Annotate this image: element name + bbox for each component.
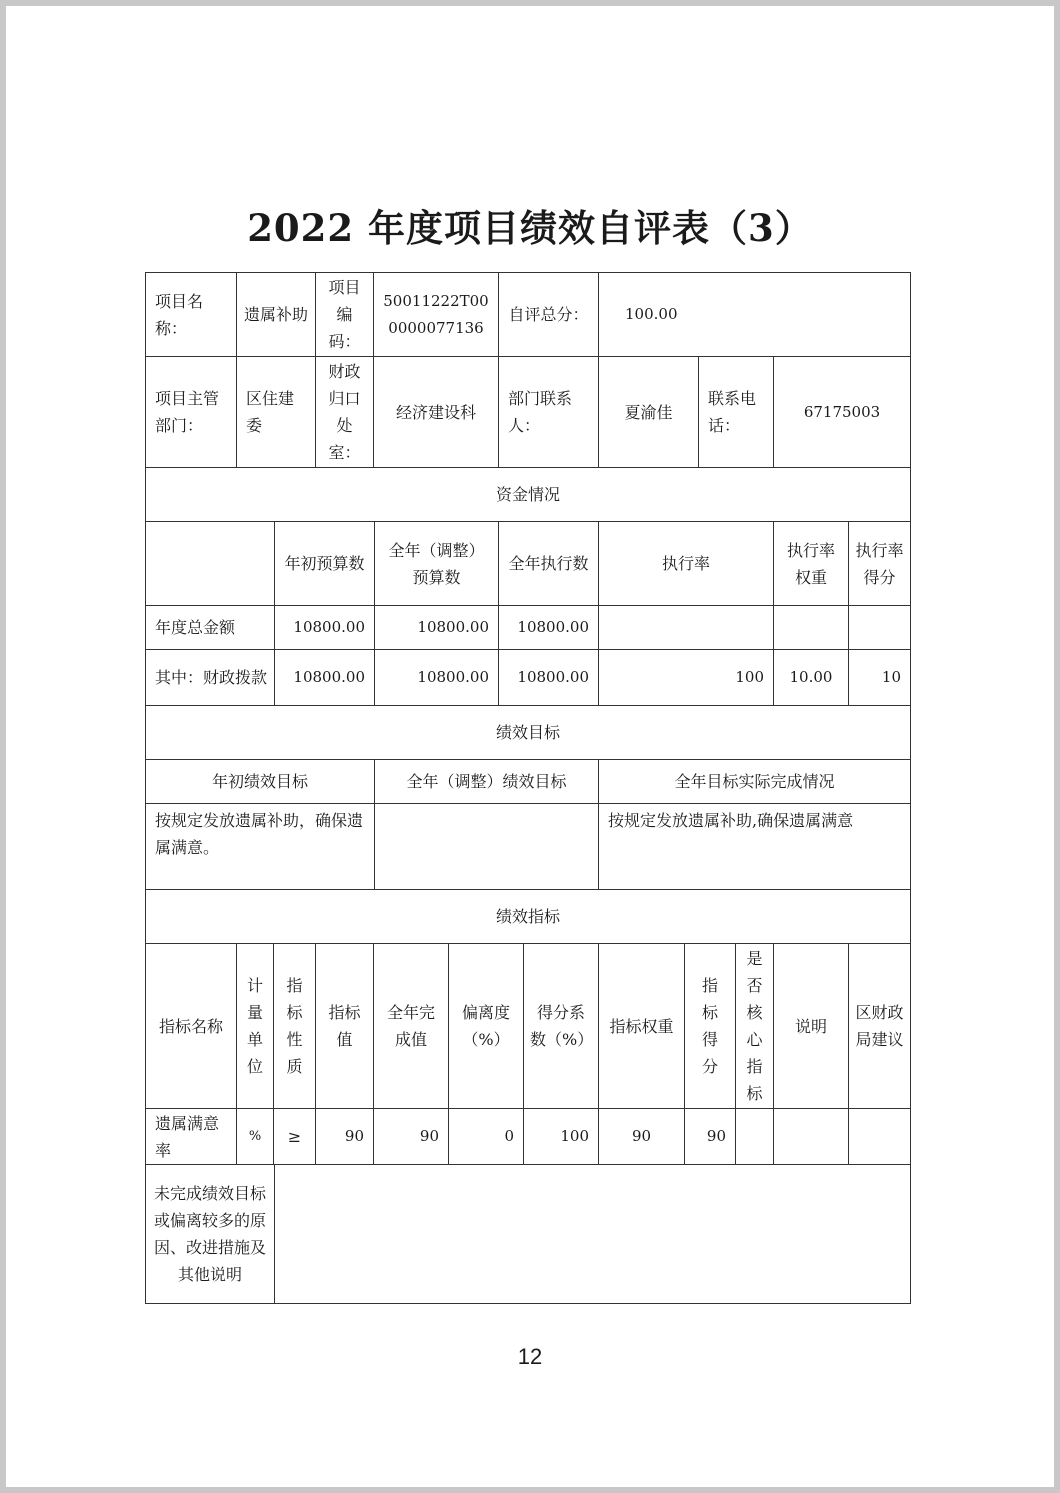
indicator-advice xyxy=(848,1108,911,1165)
goals-header-actual: 全年目标实际完成情况 xyxy=(598,759,911,804)
indicator-header-unit: 计量单位 xyxy=(236,943,274,1109)
funds-row-initial: 10800.00 xyxy=(274,605,375,650)
indicator-core xyxy=(735,1108,774,1165)
indicator-header-completed: 全年完成值 xyxy=(373,943,449,1109)
goals-header-initial: 年初绩效目标 xyxy=(145,759,375,804)
funds-row-adjusted: 10800.00 xyxy=(374,649,499,706)
indicator-header-deviation: 偏离度（%） xyxy=(448,943,524,1109)
indicator-weight: 90 xyxy=(598,1108,685,1165)
indicator-header-advice: 区财政局建议 xyxy=(848,943,911,1109)
finance-office-value: 经济建设科 xyxy=(373,356,499,468)
project-code-label: 项目编码： xyxy=(315,272,374,357)
indicator-header-value: 指标值 xyxy=(315,943,374,1109)
funds-header-score: 执行率得分 xyxy=(848,521,911,606)
indicator-note xyxy=(773,1108,849,1165)
project-code-value: 50011222T000000077136 xyxy=(373,272,499,357)
funds-row-weight xyxy=(773,605,849,650)
funds-section-title: 资金情况 xyxy=(145,467,911,522)
goal-initial-text: 按规定发放遗属补助，确保遗属满意。 xyxy=(145,803,375,890)
goal-adjusted-text xyxy=(374,803,599,890)
funds-row-initial: 10800.00 xyxy=(274,649,375,706)
evaluation-table xyxy=(146,273,911,1305)
funds-row-label: 其中：财政拨款 xyxy=(145,649,275,706)
phone-value: 67175003 xyxy=(773,356,911,468)
funds-row-weight: 10.00 xyxy=(773,649,849,706)
total-score-label: 自评总分： xyxy=(498,272,599,357)
indicator-header-nature: 指标性质 xyxy=(273,943,316,1109)
indicator-unit: % xyxy=(236,1108,274,1165)
contact-value: 夏渝佳 xyxy=(598,356,699,468)
dept-value: 区住建委 xyxy=(236,356,316,468)
dept-label: 项目主管部门： xyxy=(145,356,237,468)
indicator-header-core: 是否核心指标 xyxy=(735,943,774,1109)
funds-row-executed: 10800.00 xyxy=(498,605,599,650)
indicator-deviation: 0 xyxy=(448,1108,524,1165)
funds-row-adjusted: 10800.00 xyxy=(374,605,499,650)
indicator-coefficient: 100 xyxy=(523,1108,599,1165)
finance-office-label: 财政归口处室： xyxy=(315,356,374,468)
indicator-header-score: 指标得分 xyxy=(684,943,736,1109)
page-title: 2022 年度项目绩效自评表（3） xyxy=(247,206,813,250)
funds-header-weight: 执行率权重 xyxy=(773,521,849,606)
funds-header-executed: 全年执行数 xyxy=(498,521,599,606)
funds-row-label: 年度总金额 xyxy=(145,605,275,650)
funds-row-score xyxy=(848,605,911,650)
goals-section-title: 绩效目标 xyxy=(145,705,911,760)
indicator-header-note: 说明 xyxy=(773,943,849,1109)
funds-header-adjusted: 全年（调整）预算数 xyxy=(374,521,499,606)
project-name-label: 项目名称： xyxy=(145,272,237,357)
funds-row-rate xyxy=(598,605,774,650)
remarks-value xyxy=(274,1164,911,1304)
indicator-completed: 90 xyxy=(373,1108,449,1165)
project-name-value: 遗属补助 xyxy=(236,272,316,357)
funds-header-rate: 执行率 xyxy=(598,521,774,606)
funds-row-score: 10 xyxy=(848,649,911,706)
funds-row-rate: 100 xyxy=(598,649,774,706)
page-number: 12 xyxy=(517,1344,543,1369)
indicator-header-coefficient: 得分系数（%） xyxy=(523,943,599,1109)
goal-actual-text: 按规定发放遗属补助,确保遗属满意 xyxy=(598,803,911,890)
funds-header-initial: 年初预算数 xyxy=(274,521,375,606)
goals-header-adjusted: 全年（调整）绩效目标 xyxy=(374,759,599,804)
indicators-section-title: 绩效指标 xyxy=(145,889,911,944)
indicator-header-weight: 指标权重 xyxy=(598,943,685,1109)
funds-row-executed: 10800.00 xyxy=(498,649,599,706)
indicator-header-name: 指标名称 xyxy=(145,943,237,1109)
indicator-score: 90 xyxy=(684,1108,736,1165)
total-score-value: 100.00 xyxy=(598,272,911,357)
contact-label: 部门联系人： xyxy=(498,356,599,468)
funds-header-blank xyxy=(145,521,275,606)
phone-label: 联系电话： xyxy=(698,356,774,468)
indicator-name: 遗属满意率 xyxy=(145,1108,237,1165)
indicator-value: 90 xyxy=(315,1108,374,1165)
indicator-nature: ≥ xyxy=(273,1108,316,1165)
remarks-label: 未完成绩效目标或偏离较多的原因、改进措施及其他说明 xyxy=(145,1164,275,1304)
